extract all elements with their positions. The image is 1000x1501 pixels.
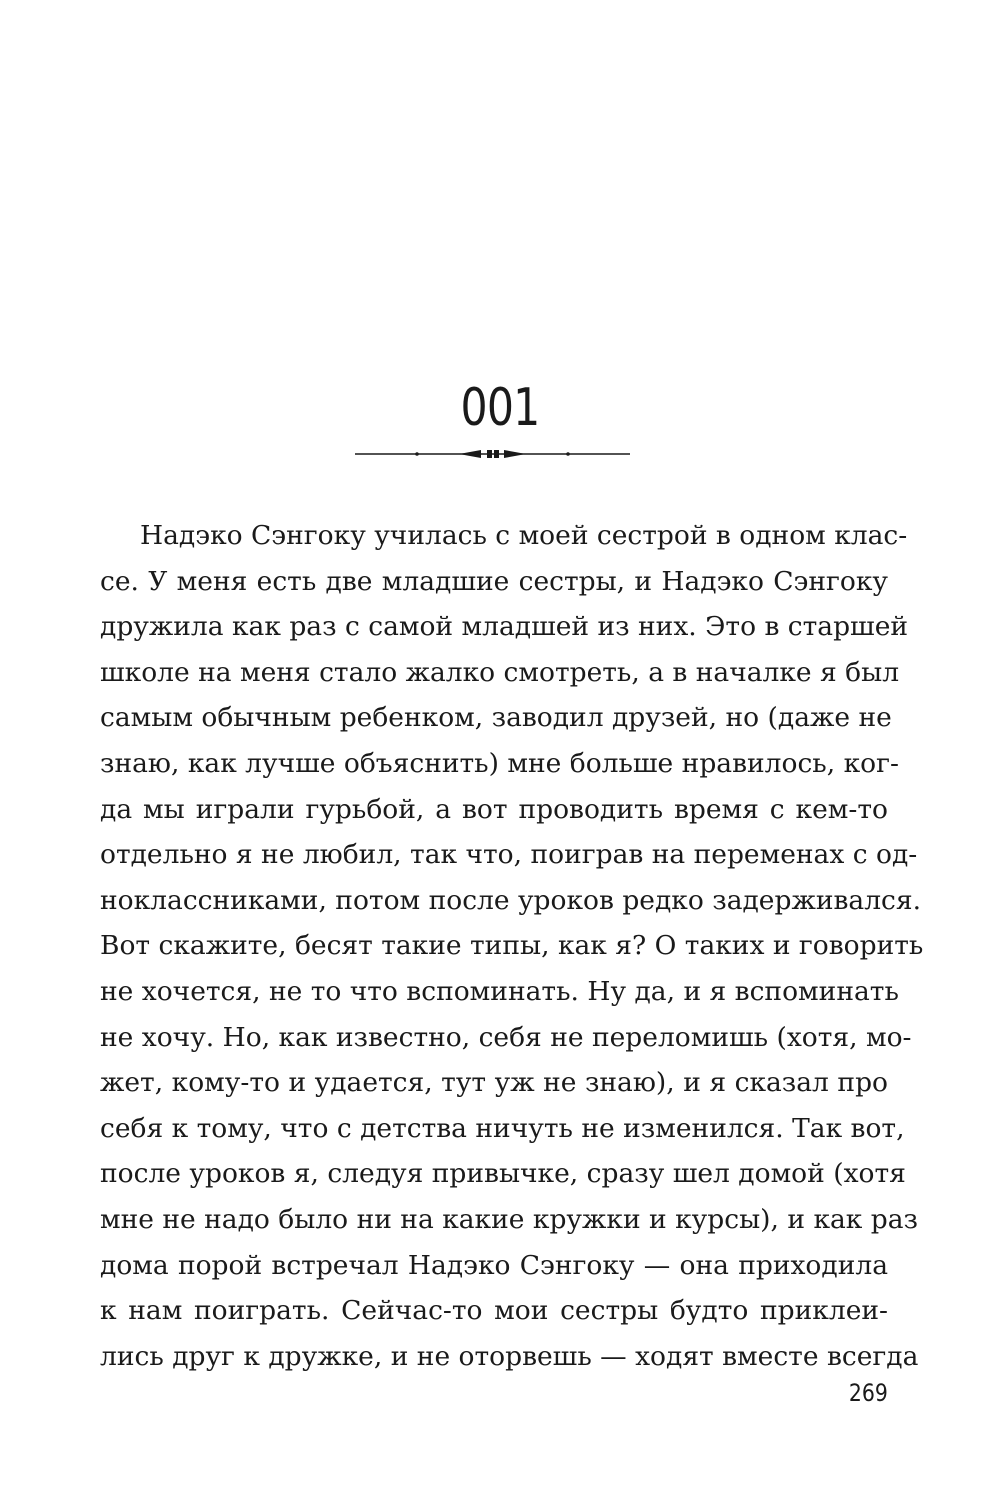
page-number: 269 — [849, 1379, 888, 1407]
text-line: ноклассниками, потом после уроков редко задерживался. — [100, 884, 922, 916]
text-line: себя к тому, что с детства ничуть не изменился. Так вот, — [100, 1112, 905, 1144]
text-line: лись друг к дружке, и не оторвешь — ходят вместе всегда — [100, 1340, 919, 1372]
text-line: после уроков я, следуя привычке, сразу шел домой (хотя — [100, 1158, 906, 1190]
body-text — [100, 513, 924, 1379]
text-line: не хочется, не то что вспоминать. Ну да, и я вспоминать — [100, 975, 899, 1007]
text-line: знаю, как лучше объяснить) мне больше нравилось, ког- — [100, 747, 899, 779]
text-line: се. У меня есть две младшие сестры, и Надэко Сэнгоку — [100, 565, 888, 597]
text-line: мне не надо было ни на какие кружки и курсы), и как раз — [100, 1203, 919, 1235]
text-line: дружила как раз с самой младшей из них. Это в старшей — [100, 611, 909, 643]
text-line: школе на меня стало жалко смотреть, а в началке я был — [100, 656, 900, 688]
chapter-divider-ornament — [355, 444, 630, 464]
text-line: дома порой встречал Надэко Сэнгоку — она приходила — [100, 1249, 888, 1281]
text-line: да мы играли гурьбой, а вот проводить время с кем-то — [100, 793, 888, 825]
text-line: самым обычным ребенком, заводил друзей, но (даже не — [100, 702, 892, 734]
text-line: Надэко Сэнгоку училась с моей сестрой в одном клас- — [140, 520, 908, 551]
text-line: к нам поиграть. Сейчас-то мои сестры будто приклеи- — [100, 1295, 888, 1327]
text-line: не хочу. Но, как известно, себя не переломишь (хотя, мо- — [100, 1021, 912, 1053]
text-line: жет, кому-то и удается, тут уж не знаю), и я сказал про — [100, 1067, 888, 1099]
chapter-title: 001 — [460, 378, 540, 438]
text-line: Вот скажите, бесят такие типы, как я? О таких и говорить — [100, 930, 924, 962]
text-line: отдельно я не любил, так что, поиграв на переменах с од- — [100, 839, 918, 871]
